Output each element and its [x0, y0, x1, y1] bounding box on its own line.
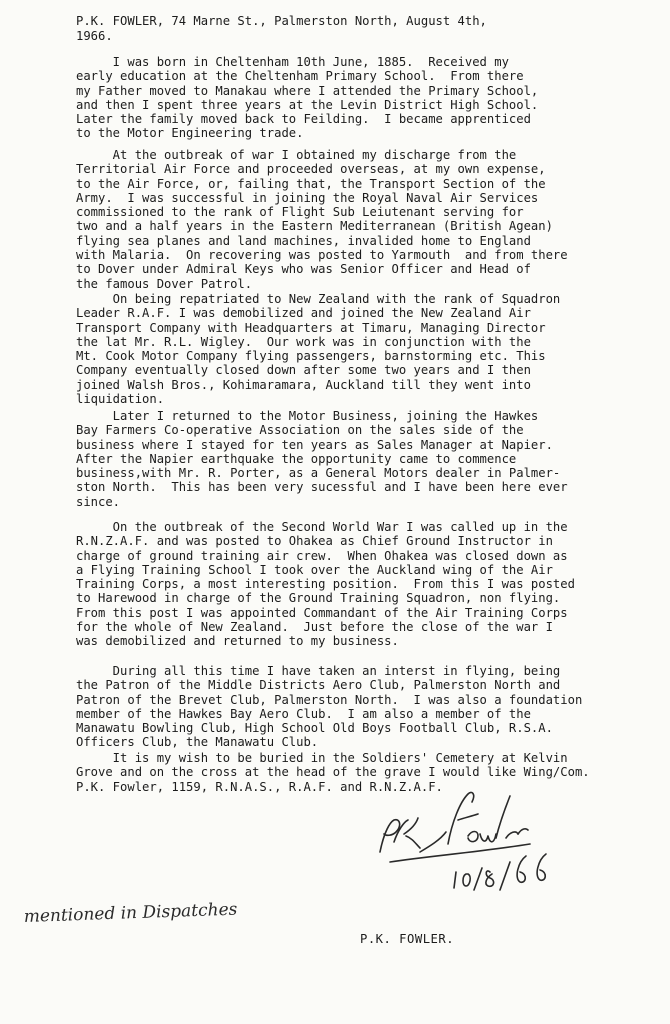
text-line: to the Air Force, or, failing that, the Transport Section of the: [76, 176, 546, 191]
text-line: Training Corps, a most interesting position. From this I was posted: [76, 577, 575, 592]
text-line: It is my wish to be buried in the Soldiers' Cemetery at Kelvin: [76, 751, 568, 765]
paragraph-6: [76, 664, 646, 750]
handwritten-margin-note: [20, 894, 260, 934]
text-line: At the outbreak of war I obtained my discharge from the: [76, 148, 517, 162]
signature-drawing: [360, 772, 580, 892]
text-line: Mt. Cook Motor Company flying passengers, barnstorming etc. This: [76, 349, 546, 364]
text-line: Later the family moved back to Feilding. I became apprenticed: [76, 112, 531, 127]
text-line: and then I spent three years at the Levin District High School.: [76, 97, 539, 112]
text-line: On the outbreak of the Second World War I was called up in the: [76, 520, 568, 534]
margin-note-text: mentioned in Dispatches: [23, 899, 238, 927]
text-line: During all this time I have taken an interst in flying, being: [76, 664, 561, 678]
text-line: member of the Hawkes Bay Aero Club. I am also a member of the: [76, 706, 531, 721]
text-line: Company eventually closed down after some two years and I then: [76, 363, 531, 378]
text-line: Territorial Air Force and proceeded overseas, at my own expense,: [76, 162, 546, 177]
paragraph-1: [76, 55, 646, 141]
paragraph-4: [76, 409, 646, 509]
text-line: ston North. This has been very sucessful and I have been here ever: [76, 480, 568, 495]
paragraph-2: [76, 148, 646, 291]
text-line: business,with Mr. R. Porter, as a General Motors dealer in Palmer-: [76, 466, 561, 481]
text-line: Patron of the Brevet Club, Palmerston North. I was also a foundation: [76, 692, 583, 707]
text-line: for the whole of New Zealand. Just before the close of the war I: [76, 620, 553, 635]
text-line: P.K. Fowler, 1159, R.N.A.S., R.A.F. and R.N.Z.A.F.: [76, 779, 443, 794]
text-line: with Malaria. On recovering was posted to Yarmouth and from there: [76, 248, 568, 263]
text-line: to the Motor Engineering trade.: [76, 126, 304, 141]
header-line-2: 1966.: [76, 29, 113, 43]
text-line: charge of ground training air crew. When Ohakea was closed down as: [76, 548, 568, 563]
text-line: From this post I was appointed Commandant of the Air Training Corps: [76, 605, 568, 620]
text-line: to Harewood in charge of the Ground Training Squadron, non flying.: [76, 591, 561, 606]
text-line: liquidation.: [76, 392, 165, 407]
text-line: R.N.Z.A.F. and was posted to Ohakea as Chief Ground Instructor in: [76, 534, 553, 549]
text-line: Army. I was successful in joining the Royal Naval Air Services: [76, 190, 539, 205]
text-line: was demobilized and returned to my business.: [76, 634, 399, 649]
text-line: I was born in Cheltenham 10th June, 1885. Received my: [76, 55, 509, 69]
text-line: Manawatu Bowling Club, High School Old Boys Football Club, R.S.A.: [76, 721, 553, 736]
text-line: a Flying Training School I took over the Auckland wing of the Air: [76, 562, 553, 577]
text-line: since.: [76, 494, 121, 509]
handwritten-signature: [360, 772, 580, 892]
text-line: Leader R.A.F. I was demobilized and joined the New Zealand Air: [76, 306, 531, 321]
text-line: to Dover under Admiral Keys who was Senior Officer and Head of: [76, 262, 531, 277]
typed-signature-name: P.K. FOWLER.: [360, 932, 455, 946]
text-line: the famous Dover Patrol.: [76, 276, 253, 291]
paragraph-3: [76, 292, 646, 406]
text-line: Later I returned to the Motor Business, joining the Hawkes: [76, 409, 539, 423]
text-line: Officers Club, the Manawatu Club.: [76, 735, 319, 750]
text-line: my Father moved to Manakau where I attended the Primary School,: [76, 83, 539, 98]
text-line: joined Walsh Bros., Kohimaramara, Auckland till they went into: [76, 377, 531, 392]
text-line: After the Napier earthquake the opportunity came to commence: [76, 451, 517, 466]
paragraph-5: [76, 520, 646, 649]
text-line: Transport Company with Headquarters at Timaru, Managing Director: [76, 320, 546, 335]
text-line: the Patron of the Middle Districts Aero Club, Palmerston North and: [76, 678, 561, 693]
text-line: flying sea planes and land machines, invalided home to England: [76, 233, 531, 248]
letter-header: [76, 14, 636, 44]
text-line: the lat Mr. R.L. Wigley. Our work was in conjunction with the: [76, 334, 531, 349]
text-line: business where I stayed for ten years as Sales Manager at Napier.: [76, 437, 553, 452]
text-line: two and a half years in the Eastern Mediterranean (British Agean): [76, 219, 553, 234]
header-line-1: P.K. FOWLER, 74 Marne St., Palmerston North, August 4th,: [76, 14, 487, 28]
text-line: On being repatriated to New Zealand with the rank of Squadron: [76, 292, 561, 306]
text-line: Bay Farmers Co-operative Association on the sales side of the: [76, 423, 524, 438]
text-line: commissioned to the rank of Flight Sub Leiutenant serving for: [76, 205, 524, 220]
margin-note-drawing: [20, 894, 260, 934]
text-line: early education at the Cheltenham Primary School. From there: [76, 69, 524, 84]
text-line: Grove and on the cross at the head of the grave I would like Wing/Com.: [76, 765, 590, 780]
